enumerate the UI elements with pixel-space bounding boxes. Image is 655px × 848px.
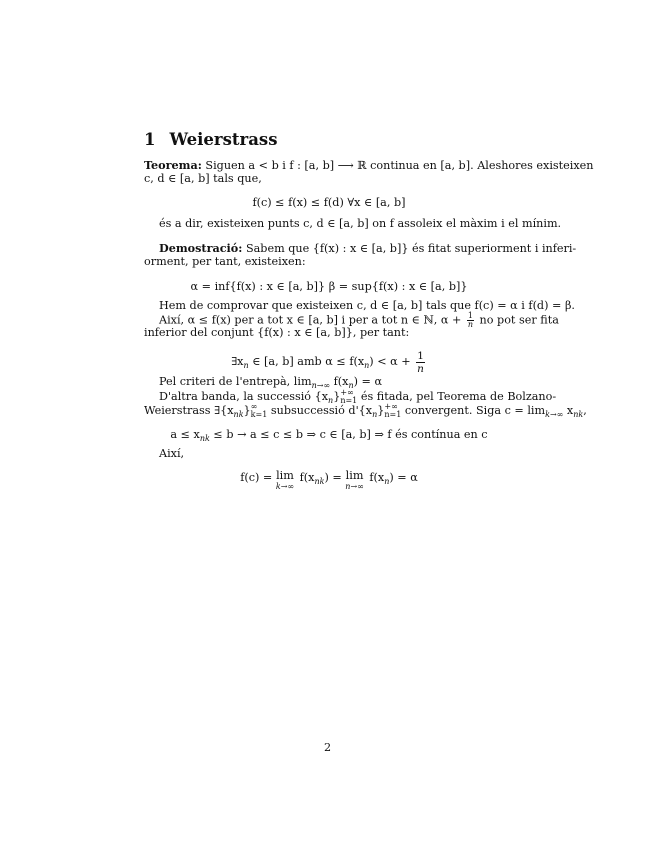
section-heading bbox=[144, 130, 278, 149]
sequence-bounds-2 bbox=[384, 403, 401, 419]
proof-text-8b: subsuccessió d'{x bbox=[267, 404, 373, 417]
limit-subscript: k→∞ bbox=[545, 410, 564, 420]
proof-text-6b: f(x bbox=[330, 375, 349, 388]
subscript-nk: nk bbox=[573, 410, 584, 420]
eq-exists-subscript-2: n bbox=[364, 361, 370, 371]
eq-exists-subscript: n bbox=[243, 361, 249, 371]
lim-label: lim bbox=[345, 469, 364, 482]
eq-exists-text-a: ∃x bbox=[231, 355, 244, 368]
lim-label: lim bbox=[276, 469, 294, 482]
lim-subscript: n→∞ bbox=[345, 482, 364, 491]
fraction-one-over-n-display bbox=[416, 350, 425, 375]
eq-exists-text-c: ) < α + bbox=[369, 355, 411, 368]
proof-label: Demostració: bbox=[159, 241, 243, 255]
limit-k bbox=[276, 470, 294, 491]
subscript-n: n bbox=[384, 477, 390, 487]
eq-exists-text-b: ∈ [a, b] amb α ≤ f(x bbox=[248, 355, 365, 368]
theorem-label: Teorema: bbox=[144, 158, 202, 172]
fraction-numerator: 1 bbox=[417, 349, 424, 362]
proof-text-7: D'altra banda, la successió {x bbox=[159, 390, 329, 403]
proof-line-1 bbox=[159, 241, 576, 256]
proof-text-8a: Weierstrass ∃{x bbox=[144, 404, 234, 417]
proof-line-7: D'altra banda, la successió $\{x_n\}$ +∞ n=1 és fitada, pel Teorema de Bolzano- bbox=[159, 388, 557, 406]
theorem-statement: Siguen a < b i f : [a, b] ⟶ ℝ continua en [a, b]. Aleshores existeixen bbox=[201, 159, 594, 172]
subscript-nk: nk bbox=[199, 434, 210, 444]
upper-bound: +∞ bbox=[384, 402, 398, 411]
subscript-n: n bbox=[372, 410, 378, 420]
theorem-equation: f(c) ≤ f(x) ≤ f(d) ∀x ∈ [a, b] bbox=[252, 196, 406, 209]
upper-bound: ∞ bbox=[250, 402, 258, 411]
limit-subscript: n→∞ bbox=[311, 381, 331, 391]
eq-chain-text-b: ≤ b → a ≤ c ≤ b ⇒ c ∈ [a, b] ⇒ f és contínua en c bbox=[209, 428, 488, 441]
final-text-a: f(c) = bbox=[240, 471, 276, 484]
fraction-numerator: 1 bbox=[467, 311, 473, 320]
proof-text-7b: és fitada, pel Teorema de Bolzano- bbox=[357, 390, 557, 403]
proof-final-equation bbox=[144, 470, 514, 491]
eq-chain-text-a: a ≤ x bbox=[170, 428, 200, 441]
subscript-nk: nk bbox=[314, 477, 325, 487]
subscript-n: n bbox=[328, 396, 334, 406]
proof-line-9: Així, bbox=[159, 447, 185, 460]
proof-equation-chain bbox=[144, 428, 514, 446]
lower-bound: k=1 bbox=[250, 410, 268, 419]
subsequence-bounds bbox=[251, 403, 268, 419]
subscript-nk: nk bbox=[233, 410, 244, 420]
lower-bound: n=1 bbox=[340, 396, 358, 405]
subscript-n: n bbox=[348, 381, 354, 391]
proof-line-8: Weierstrass $\exists\{x_{nk}\}$ ∞ k=1 subsuccessió $d'\{x_n\}$ +∞ n=1 convergent. Siga $c = \lim_{k\to\infty} x_{nk}$, bbox=[144, 402, 587, 420]
proof-text-6: Pel criteri de l'entrepà, lim bbox=[159, 375, 312, 388]
proof-equation-alpha-beta: α = inf{f(x) : x ∈ [a, b]} β = sup{f(x) : x ∈ [a, b]} bbox=[190, 280, 468, 293]
final-text-c: ) = bbox=[324, 471, 346, 484]
proof-text-4b: no pot ser fita bbox=[475, 313, 559, 327]
proof-text-1: Sabem que {f(x) : x ∈ [a, b]} és fitat superiorment i inferi- bbox=[242, 242, 577, 255]
fraction-denominator: n bbox=[467, 320, 474, 329]
proof-text-4a: Així, α ≤ f(x) per a tot x ∈ [a, b] i per a tot n ∈ ℕ, α + bbox=[159, 313, 462, 327]
final-text-b: f(x bbox=[296, 471, 315, 484]
lim-subscript: k→∞ bbox=[275, 482, 295, 491]
section-title: Weierstrass bbox=[169, 130, 278, 149]
theorem-line-1 bbox=[144, 158, 594, 173]
theorem-line-2: c, d ∈ [a, b] tals que, bbox=[144, 172, 262, 185]
limit-n bbox=[345, 470, 364, 491]
fraction-one-over-n bbox=[467, 312, 474, 329]
page-number: 2 bbox=[323, 741, 332, 754]
proof-text-8c: convergent. Siga c = lim bbox=[401, 404, 546, 417]
proof-text-6c: ) = α bbox=[353, 375, 383, 388]
theorem-explanation: és a dir, existeixen punts c, d ∈ [a, b] on f assoleix el màxim i el mínim. bbox=[159, 217, 562, 230]
final-text-e: ) = α bbox=[389, 471, 418, 484]
proof-line-5: inferior del conjunt {f(x) : x ∈ [a, b]}, per tant: bbox=[144, 326, 410, 339]
proof-line-2: orment, per tant, existeixen: bbox=[144, 255, 306, 268]
section-number: 1 bbox=[144, 130, 156, 149]
proof-line-3: Hem de comprovar que existeixen c, d ∈ [a, b] tals que f(c) = α i f(d) = β. bbox=[159, 299, 575, 312]
final-text-d: f(x bbox=[365, 471, 385, 484]
upper-bound: +∞ bbox=[340, 388, 354, 397]
fraction-denominator: n bbox=[417, 362, 424, 375]
proof-text-8d: x bbox=[563, 404, 574, 417]
lower-bound: n=1 bbox=[384, 410, 402, 419]
